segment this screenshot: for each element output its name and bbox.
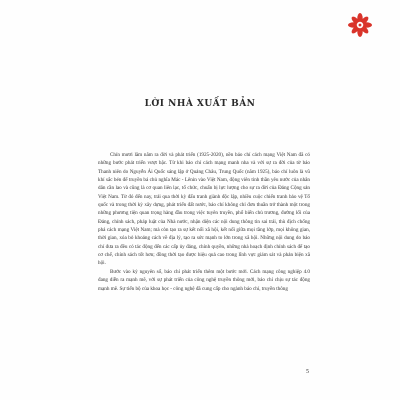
lotus-ornament-icon [347, 12, 373, 38]
page-title: LỜI NHÀ XUẤT BẢN [144, 99, 256, 109]
paragraph: Chín mươi lăm năm ra đời và phát triển (1925-2020), nền báo chí cách mạng Việt Nam đã có những bước phát triển vượt bậc. Từ khi báo chí cách mạng manh nha và với sự ra đời của tờ báo Thanh niên do Nguyễn Ái Quốc sáng lập ở Quảng Châu, Trung Quốc (năm 1925), báo chí luôn là vũ khí sắc bén để truyền bá chủ nghĩa Mác - Lênin vào Việt Nam, động viên tinh thần yêu nước của nhân dân cần lao và cũng là cơ quan liên lạc, tổ chức, chuẩn bị lực lượng cho sự ra đời của Đảng Cộng sản Việt Nam. Từ đó đến nay, trải qua thời kỳ đấu tranh giành độc lập, nhiều cuộc chiến tranh bảo vệ Tổ quốc và trong thời kỳ xây dựng, phát triển đất nước, báo chí không chỉ đơn thuần trở thành một trong những phương tiện quan trọng hàng đầu trong việc tuyên truyền, phổ biến chủ trương, đường lối của Đảng, chính sách, pháp luật của Nhà nước, nhận diện các nội dung thông tin sai trái, thù địch chống phá cách mạng Việt Nam; mà còn tạo ra sự kết nối xã hội, kết nối giữa mọi tầng lớp, mọi không gian, thời gian, xóa bỏ khoảng cách về địa lý, tạo ra sức mạnh to lớn trong xã hội. Những nội dung do báo chí đưa ra đều có tác động đến các cấp ủy đảng, chính quyền, những nhà hoạch định chính sách để tạo cơ chế, chính sách tốt hơn; đồng thời tạo được hiệu quả cao trong lĩnh vực giám sát và phản biện xã hội. [98, 152, 310, 267]
paragraph: Bước vào kỷ nguyên số, báo chí phát triển thêm một bước mới. Cách mạng công nghiệp 4.0 đang diễn ra mạnh mẽ, với sự phát triển của công nghệ truyền thông mới, báo chí chịu sự tác động mạnh mẽ. Sự tiến bộ của khoa học - công nghệ đã cung cấp cho ngành báo chí, truyền thông [98, 268, 310, 292]
page-number: 5 [306, 369, 309, 375]
body-text [98, 151, 310, 293]
